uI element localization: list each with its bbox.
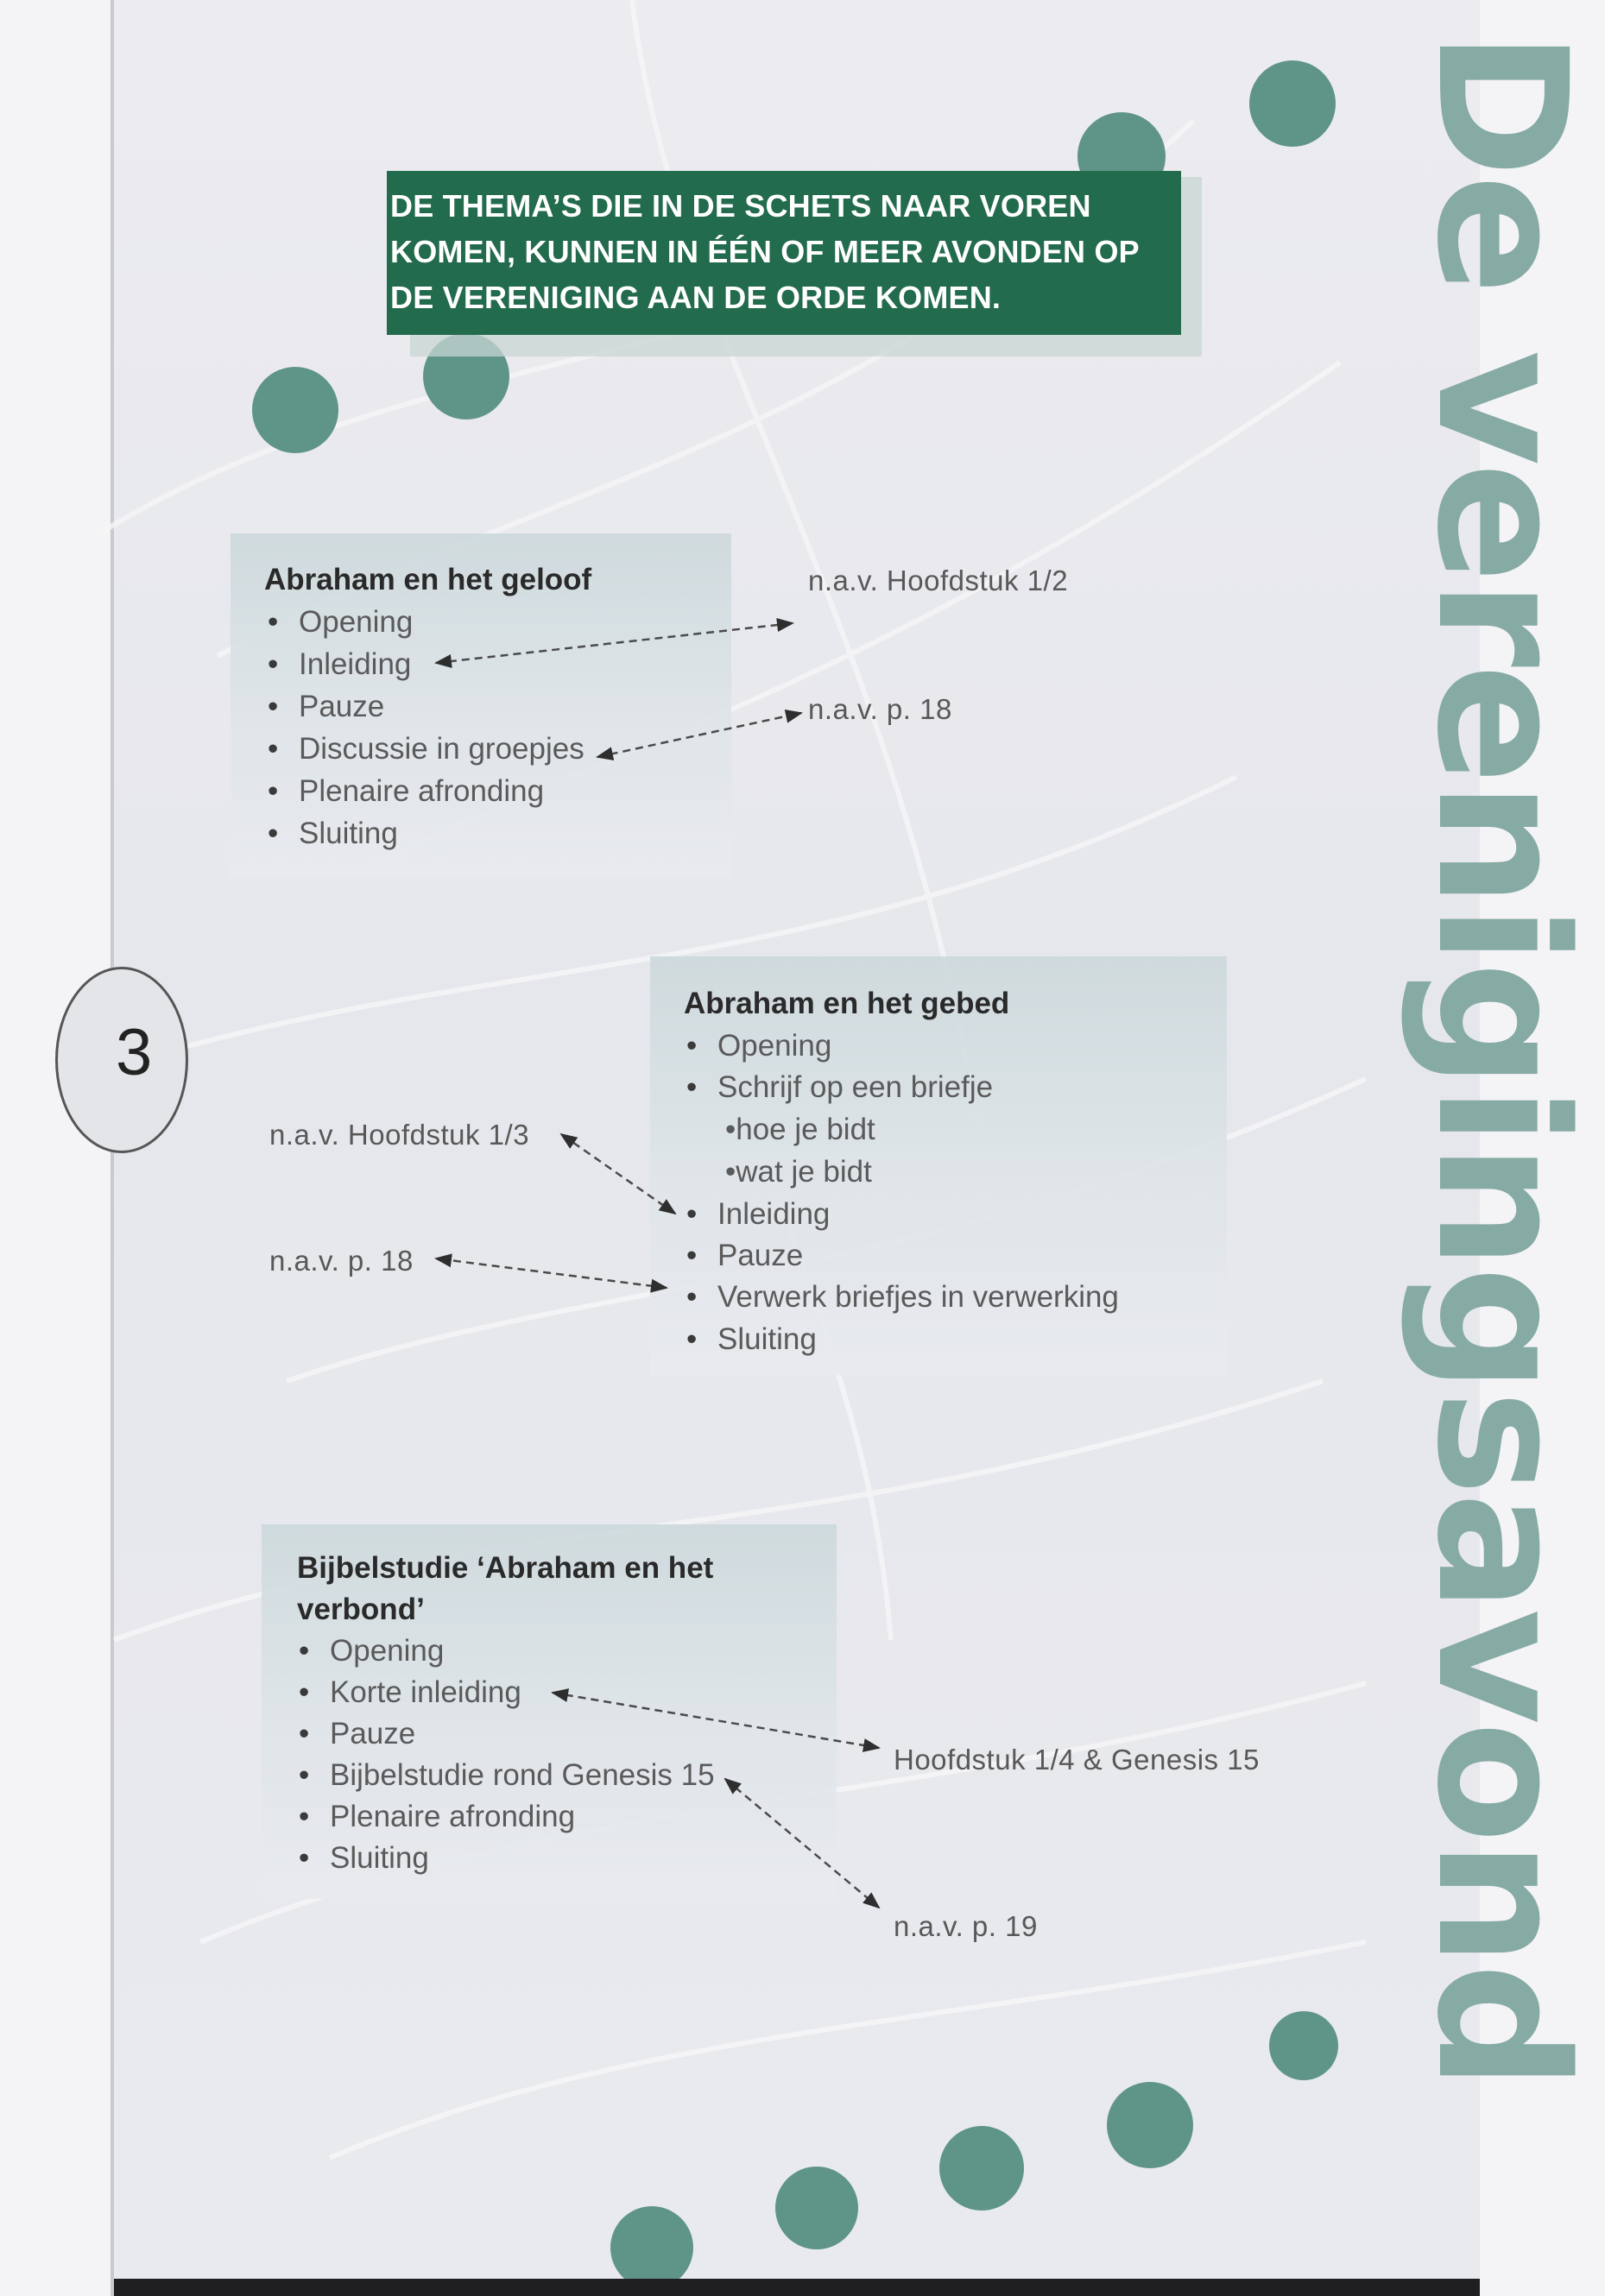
- bullet-icon: •: [268, 647, 279, 681]
- bullet-icon: •: [686, 1280, 698, 1314]
- list-item: Sluiting: [330, 1841, 429, 1875]
- reference-note: n.a.v. p. 18: [269, 1245, 414, 1277]
- block1-title: Abraham en het geloof: [264, 563, 592, 596]
- bullet-icon: •: [268, 774, 279, 808]
- list-item: Inleiding: [717, 1197, 831, 1231]
- sub-list-item: •hoe je bidt: [725, 1113, 875, 1146]
- arrow-inleiding-to-hoofdstuk: [561, 1134, 675, 1214]
- arrow-discussie-to-p18: [597, 713, 801, 757]
- intro-line: DE VERENIGING AAN DE ORDE KOMEN.: [390, 280, 1002, 315]
- bullet-icon: •: [686, 1322, 698, 1356]
- arrow-inleiding-to-hoofdstuk: [436, 623, 793, 663]
- side-title: De verenigingsavond: [1398, 30, 1605, 2087]
- bullet-icon: •: [299, 1758, 310, 1792]
- list-item: Opening: [717, 1029, 832, 1063]
- arrow-verwerk-to-p18: [436, 1258, 667, 1288]
- list-item: Schrijf op een briefje: [717, 1070, 994, 1104]
- list-item: Plenaire afronding: [299, 774, 545, 808]
- bullet-icon: •: [299, 1800, 310, 1833]
- sub-list-item: •wat je bidt: [725, 1155, 872, 1189]
- list-item: Plenaire afronding: [330, 1800, 576, 1833]
- list-item: Discussie in groepjes: [299, 732, 584, 766]
- reference-note: Hoofdstuk 1/4 & Genesis 15: [894, 1744, 1260, 1776]
- bullet-icon: •: [299, 1675, 310, 1709]
- bullet-icon: •: [686, 1197, 698, 1231]
- list-item: Inleiding: [299, 647, 412, 681]
- list-item: Pauze: [330, 1717, 416, 1750]
- block3-title: verbond’: [297, 1593, 425, 1626]
- bullet-icon: •: [268, 605, 279, 639]
- reference-note: n.a.v. p. 19: [894, 1910, 1038, 1942]
- bullet-icon: •: [686, 1239, 698, 1272]
- bullet-icon: •: [268, 732, 279, 766]
- arrow-korte-inleiding-to-hoofdstuk: [553, 1693, 879, 1748]
- bullet-icon: •: [686, 1070, 698, 1104]
- block2-title: Abraham en het gebed: [684, 987, 1010, 1020]
- reference-note: n.a.v. Hoofdstuk 1/2: [808, 565, 1069, 596]
- bullet-icon: •: [268, 817, 279, 850]
- bullet-icon: •: [686, 1029, 698, 1063]
- list-item: Opening: [330, 1634, 445, 1668]
- bullet-icon: •: [299, 1634, 310, 1668]
- reference-note: n.a.v. Hoofdstuk 1/3: [269, 1119, 530, 1151]
- reference-note: n.a.v. p. 18: [808, 693, 952, 725]
- arrow-bijbelstudie-to-p19: [725, 1779, 879, 1908]
- bullet-icon: •: [299, 1841, 310, 1875]
- list-item: Opening: [299, 605, 414, 639]
- list-item: Sluiting: [717, 1322, 817, 1356]
- intro-line: DE THEMA’S DIE IN DE SCHETS NAAR VOREN: [390, 188, 1091, 224]
- intro-line: KOMEN, KUNNEN IN ÉÉN OF MEER AVONDEN OP: [390, 234, 1140, 269]
- list-item: Pauze: [717, 1239, 804, 1272]
- page-number: 3: [116, 1016, 153, 1089]
- list-item: Bijbelstudie rond Genesis 15: [330, 1758, 715, 1792]
- bullet-icon: •: [268, 690, 279, 723]
- block3-title: Bijbelstudie ‘Abraham en het: [297, 1551, 714, 1585]
- list-item: Verwerk briefjes in verwerking: [717, 1280, 1119, 1314]
- list-item: Korte inleiding: [330, 1675, 521, 1709]
- bullet-icon: •: [299, 1717, 310, 1750]
- list-item: Pauze: [299, 690, 385, 723]
- list-item: Sluiting: [299, 817, 398, 850]
